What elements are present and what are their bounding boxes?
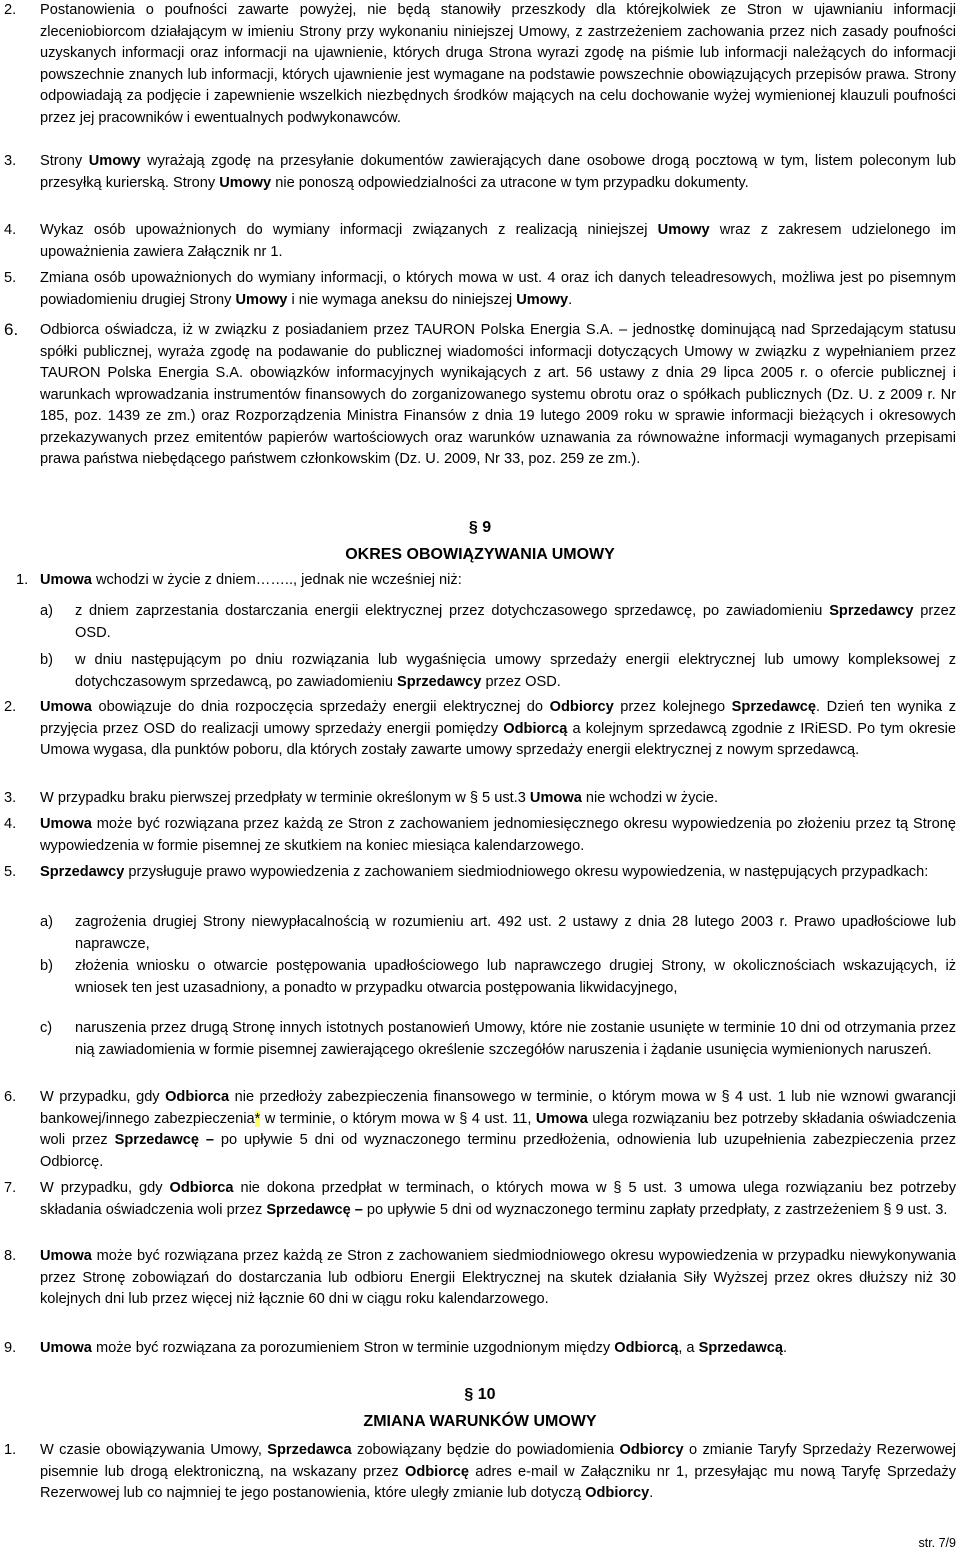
item-number: 6. bbox=[4, 1089, 17, 1105]
section-10-number: § 10 bbox=[464, 1386, 496, 1403]
item-number: 6. bbox=[4, 320, 19, 339]
sub-item-text: w dniu następującym po dniu rozwiązania lub wygaśnięcia umowy sprzedaży energii elektrycznej lub umowy kompleksowej z dotychczasowym sprzedawcą, po zawiadomieniu Sprzedawcy przez OSD. bbox=[75, 652, 956, 690]
item-number: 5. bbox=[4, 864, 17, 880]
section-9-number: § 9 bbox=[468, 519, 492, 536]
item-text: W czasie obowiązywania Umowy, Sprzedawca zobowiązany będzie do powiadomienia Odbiorcy o zmianie Taryfy Sprzedaży Rezerwowej pisemnie lub drogą elektroniczną, na wskazany przez Odbiorcę adres e-mail w Załączniku nr 1, przesyłając mu nową Taryfę Sprzedaży Rezerwowej lub co najmniej te jego postanowienia, które uległy zmianie lub dotyczą Odbiorcy. bbox=[40, 1442, 957, 1501]
item-text: W przypadku, gdy Odbiorca nie przedłoży zabezpieczenia finansowego w terminie, o którym mowa w § 4 ust. 1 lub nie wznowi gwarancji bankowej/innego zabezpieczenia* w terminie, o którym mowa w § 4 ust. 11, Umowa ulega rozwiązaniu bez potrzeby składania oświadczenia woli przez Sprzedawcę – po upływie 5 dni od wyznaczonego terminu przedłożenia, odnowienia lub uzupełnienia zabezpieczenia przez Odbiorcę. bbox=[40, 1089, 956, 1170]
item-text: Postanowienia o poufności zawarte powyżej, nie będą stanowiły przeszkody dla którejkolwiek ze Stron w ujawnianiu informacji zleceniobiorcom działającym w imieniu Strony przy wykonaniu niniejszej Umowy, z zastrzeżeniem zachowania przez nich zasady poufności uzyskanych informacji oraz informacji na ujawnienie, których druga Strona wyrazi zgodę na piśmie lub informacji należących do informacji powszechnie znanych lub informacji, których ujawnienie jest wymagane na podstawie powszechnie obowiązujących przepisów prawa. Strony odpowiadają za podjęcie i zapewnienie wszelkich niezbędnych środków mających na celu dochowanie wyżej wymienionej klauzuli poufności przez jej pracowników i ewentualnych podwykonawców. bbox=[40, 2, 956, 126]
item-number: 3. bbox=[4, 153, 17, 169]
sub-item-text: zagrożenia drugiej Strony niewypłacalnością w rozumieniu art. 492 ust. 2 ustawy z dnia 28 lutego 2003 r. Prawo upadłościowe lub naprawcze, bbox=[75, 914, 956, 952]
item-text: Umowa obowiązuje do dnia rozpoczęcia sprzedaży energii elektrycznej do Odbiorcy przez kolejnego Sprzedawcę. Dzień ten wynika z przyjęcia przez OSD do realizacji umowy sprzedaży energii pomiędzy Odbiorcą a kolejnym sprzedawcą zgodnie z IRiESD. Po tym okresie Umowa wygasa, dla punktów poboru, dla których zostały zawarte umowy sprzedaży energii elektrycznej z nowym sprzedawcą. bbox=[40, 699, 956, 758]
item-text: Umowa może być rozwiązana przez każdą ze Stron z zachowaniem siedmiodniowego okresu wypowiedzenia w przypadku niewykonywania przez Stronę zobowiązań do dostarczania lub odbioru Energii Elektrycznej na skutek działania Siły Wyższej przez okres dłuższy niż 30 kolejnych dni lub przez więcej niż łącznie 60 dni w ciągu roku kalendarzowego. bbox=[40, 1248, 956, 1307]
item-number: 4. bbox=[4, 222, 17, 238]
item-number: 2. bbox=[4, 2, 17, 18]
item-text: Sprzedawcy przysługuje prawo wypowiedzenia z zachowaniem siedmiodniowego okresu wypowiedzenia, w następujących przypadkach: bbox=[40, 864, 929, 880]
sub-item-letter: b) bbox=[40, 652, 53, 668]
footnote-asterisk: * bbox=[254, 1110, 261, 1127]
item-number: 8. bbox=[4, 1248, 17, 1264]
sub-item-letter: a) bbox=[40, 603, 53, 619]
item-number: 9. bbox=[4, 1340, 17, 1356]
item-text: Umowa wchodzi w życie z dniem…….., jednak nie wcześniej niż: bbox=[40, 572, 462, 588]
sub-item-letter: b) bbox=[40, 958, 53, 974]
item-text: Wykaz osób upoważnionych do wymiany informacji związanych z realizacją niniejszej Umowy wraz z zakresem udzielonego im upoważnienia zawiera Załącznik nr 1. bbox=[40, 222, 957, 260]
item-number: 4. bbox=[4, 816, 17, 832]
sub-item-letter: a) bbox=[40, 914, 53, 930]
item-text: Odbiorca oświadcza, iż w związku z posiadaniem przez TAURON Polska Energia S.A. – jednostkę dominującą nad Sprzedającym statusu spółki publicznej, wyraża zgodę na podawanie do publicznej wiadomości informacji dotyczących Umowy w związku z wypełnianiem przez TAURON Polska Energia S.A. obowiązków informacyjnych wynikających z art. 56 ustawy z dnia 29 lipca 2005 r. o ofercie publicznej i warunkach wprowadzania instrumentów finansowych do zorganizowanego systemu obrotu oraz o spółkach publicznych (Dz. U. z 2009 r. Nr 185, poz. 1439 ze zm.) oraz Rozporządzenia Ministra Finansów z dnia 19 lutego 2009 roku w sprawie informacji bieżących i okresowych przekazywanych przez emitentów papierów wartościowych oraz warunków uznawania za równoważne informacji wymaganych przepisami prawa państwa niebędącego państwem członkowskim (Dz. U. 2009, Nr 33, poz. 259 ze zm.). bbox=[40, 322, 956, 467]
item-number: 5. bbox=[4, 270, 17, 286]
item-text: W przypadku, gdy Odbiorca nie dokona przedpłat w terminach, o których mowa w § 5 ust. 3 umowa ulega rozwiązaniu bez potrzeby składania oświadczenia woli przez Sprzedawcę – po upływie 5 dni od wyznaczonego terminu zapłaty przedpłaty, z zastrzeżeniem § 9 ust. 3. bbox=[40, 1180, 956, 1218]
item-number: 3. bbox=[4, 790, 17, 806]
item-text: Umowa może być rozwiązana za porozumieniem Stron w terminie uzgodnionym między Odbiorcą, a Sprzedawcą. bbox=[40, 1340, 788, 1356]
item-text: Strony Umowy wyrażają zgodę na przesyłanie dokumentów zawierających dane osobowe drogą pocztową w tym, listem poleconym lub przesyłką kurierską. Strony Umowy nie ponoszą odpowiedzialności za utracone w tym przypadku dokumenty. bbox=[40, 153, 956, 191]
section-10-title: ZMIANA WARUNKÓW UMOWY bbox=[363, 1413, 597, 1430]
item-text: W przypadku braku pierwszej przedpłaty w terminie określonym w § 5 ust.3 Umowa nie wchodzi w życie. bbox=[40, 790, 719, 806]
item-number: 7. bbox=[4, 1180, 17, 1196]
sub-item-text: z dniem zaprzestania dostarczania energii elektrycznej przez dotychczasowego sprzedawcę, po zawiadomieniu Sprzedawcy przez OSD. bbox=[75, 603, 956, 641]
item-number: 1. bbox=[16, 572, 29, 588]
item-number: 2. bbox=[4, 699, 17, 715]
item-number: 1. bbox=[4, 1442, 17, 1458]
item-text: Zmiana osób upoważnionych do wymiany informacji, o których mowa w ust. 4 oraz ich danych teleadresowych, możliwa jest po pisemnym powiadomieniu drugiej Strony Umowy i nie wymaga aneksu do niniejszej Umowy. bbox=[40, 270, 956, 308]
sub-item-letter: c) bbox=[40, 1020, 53, 1036]
page-number: str. 7/9 bbox=[918, 1536, 956, 1550]
sub-item-text: naruszenia przez drugą Stronę innych istotnych postanowień Umowy, które nie zostanie usunięte w terminie 10 dni od otrzymania przez nią zawiadomienia w formie pisemnej zawierającego określenie szczegółów naruszenia i żądanie usunięcia wymienionych naruszeń. bbox=[75, 1020, 956, 1058]
section-9-title: OKRES OBOWIĄZYWANIA UMOWY bbox=[345, 546, 615, 563]
sub-item-text: złożenia wniosku o otwarcie postępowania upadłościowego lub naprawczego drugiej Strony, w okolicznościach wskazujących, iż wniosek ten jest uzasadniony, a ponadto w przypadku otwarcia postępowania likwidacyjnego, bbox=[75, 958, 956, 996]
item-text: Umowa może być rozwiązana przez każdą ze Stron z zachowaniem jednomiesięcznego okresu wypowiedzenia po złożeniu przez tą Stronę wypowiedzenia w formie pisemnej ze skutkiem na koniec miesiąca kalendarzowego. bbox=[40, 816, 956, 854]
